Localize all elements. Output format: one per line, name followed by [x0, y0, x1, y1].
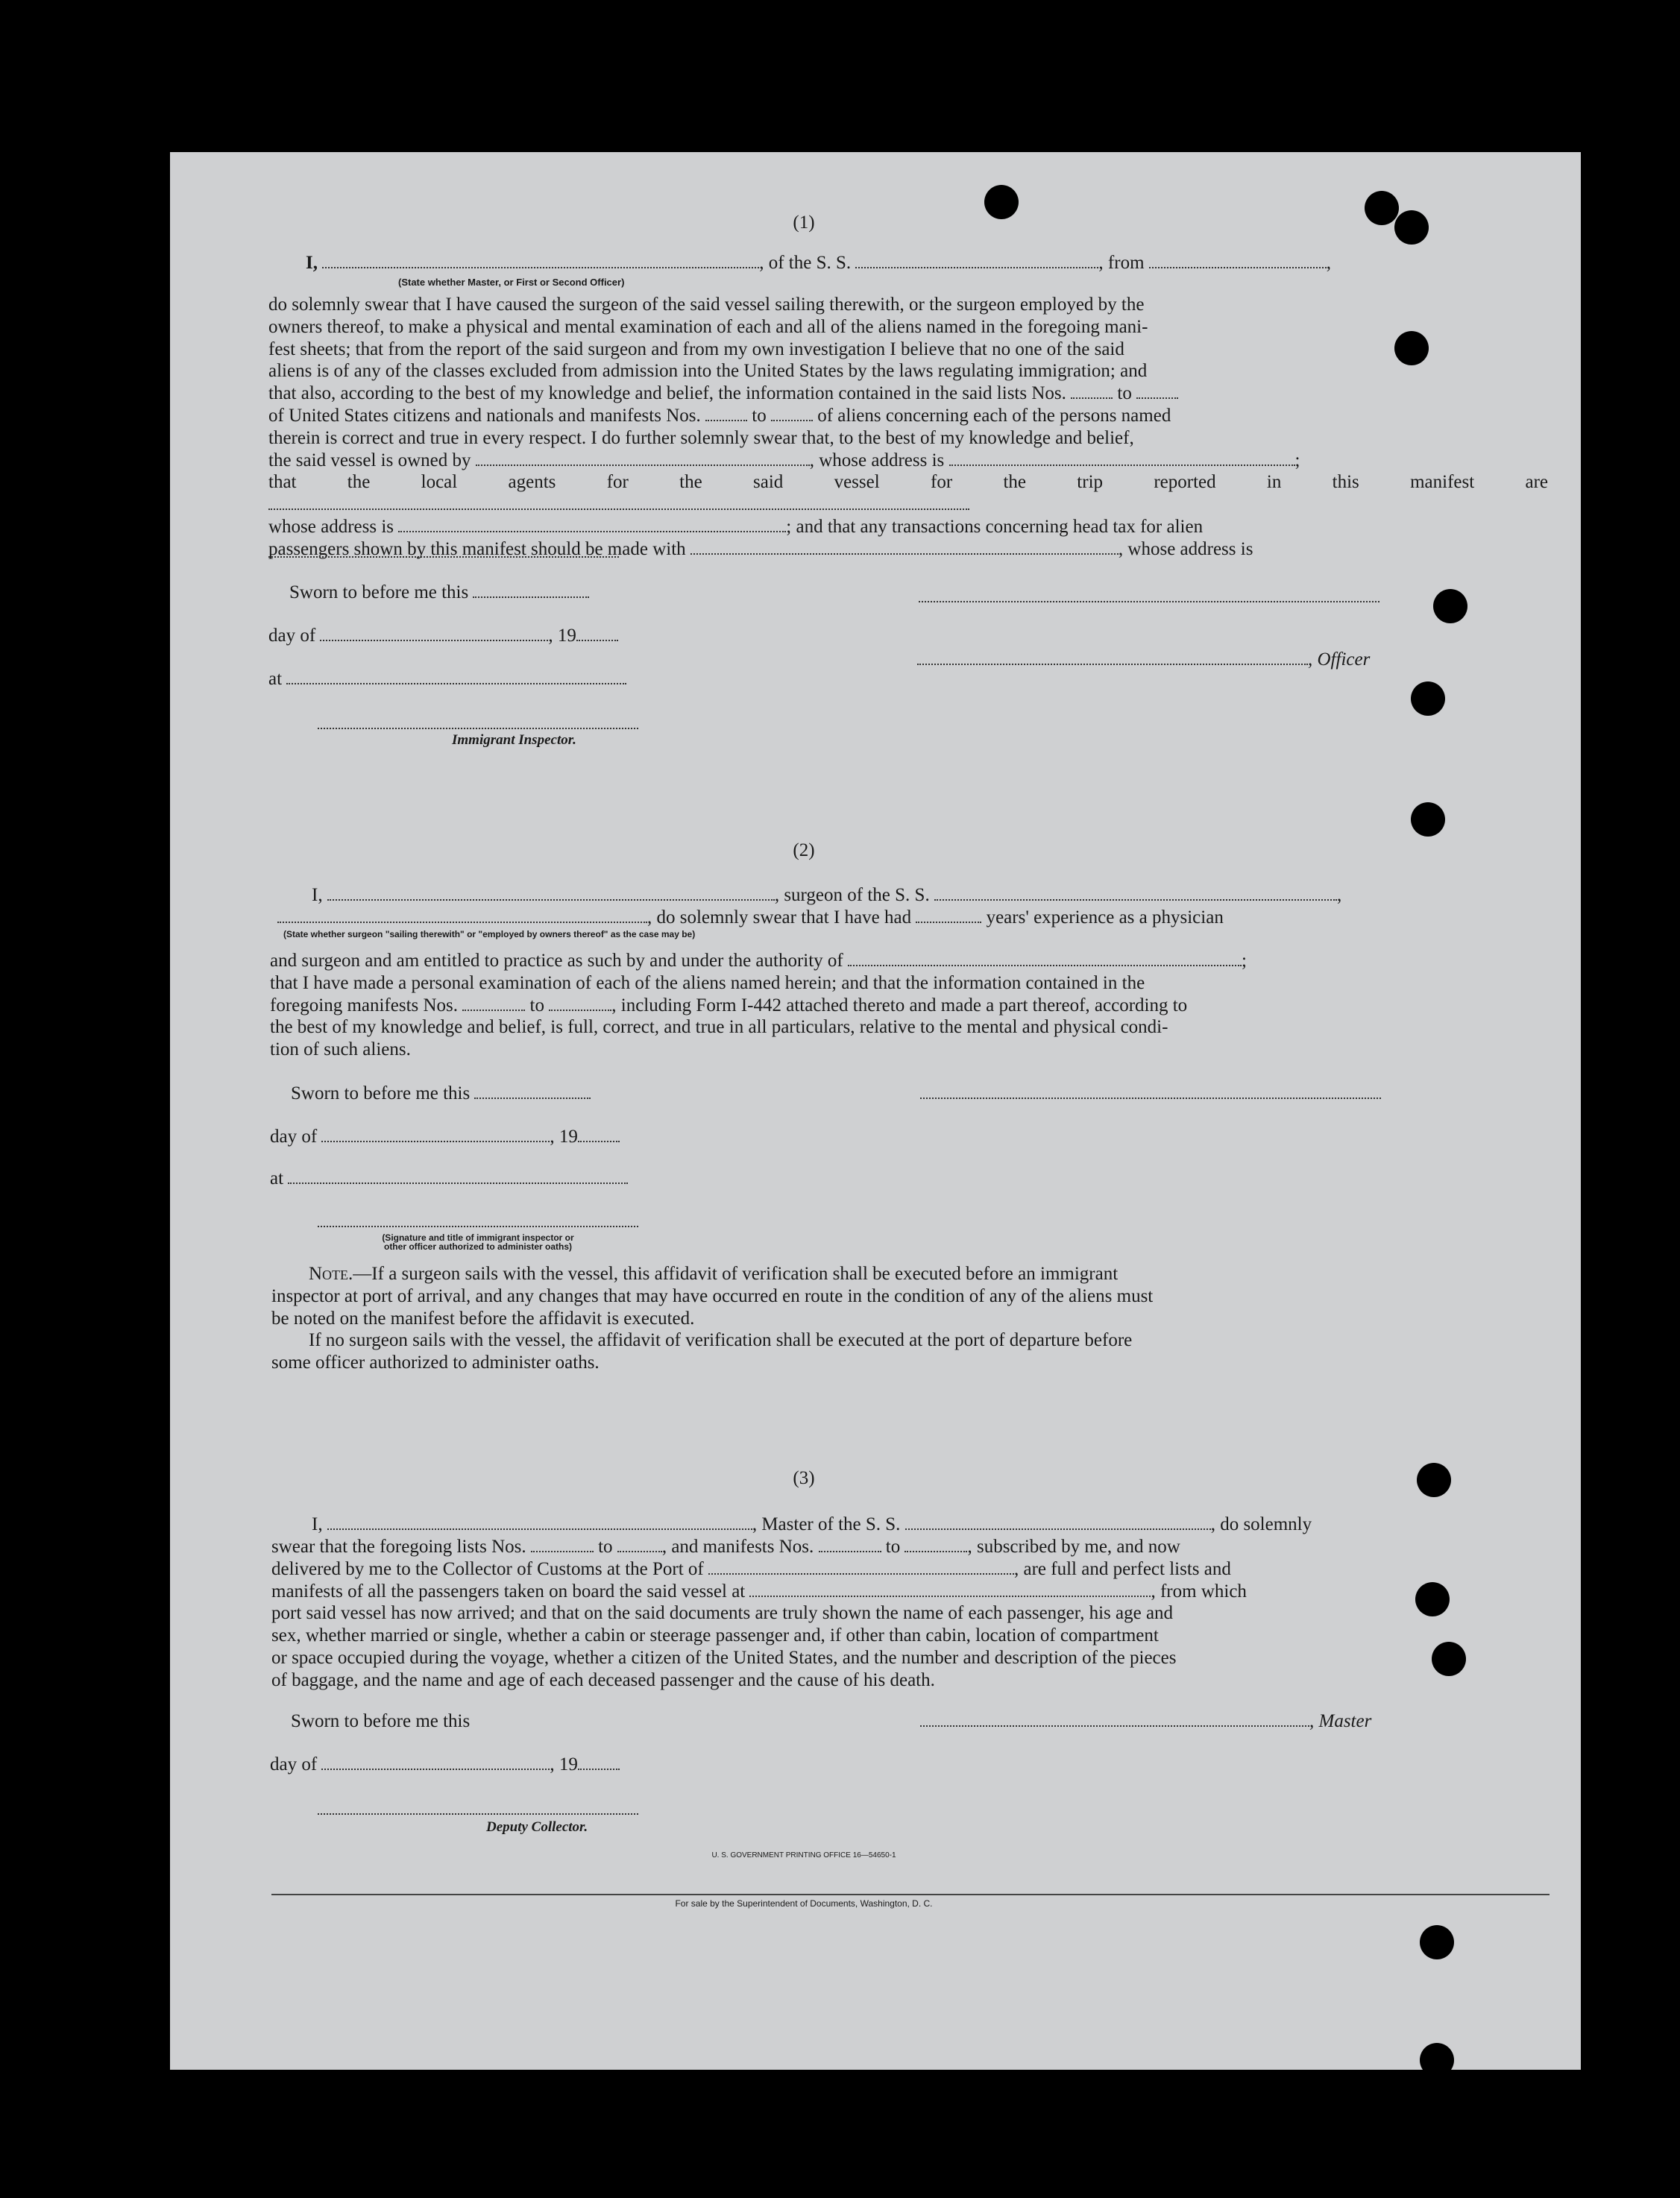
master-label: , Master: [1309, 1711, 1372, 1731]
text: , whose address is: [809, 450, 945, 470]
text: , subscribed by me, and now: [967, 1537, 1180, 1557]
intro-i: I,: [312, 1514, 323, 1534]
text: other officer authorized to administer oaths): [383, 1241, 573, 1252]
text: delivered by me to the Collector of Customs at the Port of: [271, 1558, 704, 1579]
para-line: inspector at port of arrival, and any changes that may have occurred en route in the condition of any of the aliens must: [271, 1285, 1154, 1306]
para-line: [268, 382, 1548, 405]
comma: ,: [1336, 885, 1342, 905]
punch-hole: [1417, 1463, 1451, 1497]
text: manifests of all the passengers taken on board the said vessel at: [271, 1581, 746, 1602]
boarding-port-field[interactable]: [749, 1595, 1151, 1597]
text: passengers shown by this manifest should be made with: [268, 538, 686, 559]
manifest-from-field[interactable]: [705, 419, 747, 421]
punch-hole: [1433, 589, 1467, 623]
punch-hole: [1411, 681, 1445, 716]
authority-field[interactable]: [848, 964, 1242, 966]
text: of United States citizens and nationals and manifests Nos.: [268, 405, 701, 426]
text: of aliens concerning each of the persons named: [817, 405, 1171, 426]
role-note: (State whether Master, or First or Second Officer): [398, 277, 625, 288]
immigrant-inspector-label: Immigrant Inspector.: [452, 732, 576, 748]
day-of-row-2: [270, 1126, 620, 1148]
head-tax-contact-field[interactable]: [690, 552, 1119, 555]
text: , Master of the S. S.: [752, 1514, 901, 1534]
signature-title-note: [318, 1233, 638, 1251]
text: , from which: [1151, 1581, 1247, 1602]
sworn-label: [289, 582, 589, 604]
punch-hole: [1420, 1925, 1454, 1959]
owner-address-field[interactable]: [949, 464, 1295, 466]
text: day of: [270, 1127, 318, 1147]
from-port-field[interactable]: [1149, 266, 1327, 268]
surgeon-name-field[interactable]: [327, 898, 775, 901]
text: to: [885, 1537, 901, 1557]
officer-signature-line-1[interactable]: [919, 601, 1379, 602]
citizen-list-from-field[interactable]: [1071, 397, 1113, 399]
at-place-field-2[interactable]: [288, 1182, 628, 1184]
text: years' experience as a physician: [986, 907, 1224, 928]
master-name-field[interactable]: [327, 1528, 752, 1530]
punch-hole: [1365, 191, 1399, 225]
punch-hole: [1411, 802, 1445, 837]
text: to: [529, 995, 544, 1015]
section-3-number: (3): [793, 1468, 815, 1488]
deputy-collector-label: Deputy Collector.: [486, 1819, 588, 1835]
para-line: [271, 1558, 1548, 1581]
vessel-name-field-3[interactable]: [905, 1528, 1211, 1530]
collector-signature-line[interactable]: [318, 1813, 638, 1815]
sworn-label-2: [291, 1083, 591, 1105]
para-line: If no surgeon sails with the vessel, the affidavit of verification shall be executed at the port of departure before: [309, 1330, 1133, 1351]
text: and surgeon and am entitled to practice as such by and under the authority of: [270, 951, 843, 971]
year-field-2[interactable]: [578, 1140, 620, 1142]
punch-hole: [1394, 210, 1429, 245]
master-row: [920, 1710, 1371, 1733]
text: (Signature and title of immigrant inspector or: [382, 1232, 574, 1243]
section-2-swear-line: [277, 907, 1550, 929]
text: swear that the foregoing lists Nos.: [271, 1537, 526, 1557]
surgeon-signature-line[interactable]: [920, 1098, 1381, 1099]
inspector-signature-line[interactable]: [318, 728, 638, 729]
owner-field[interactable]: [476, 464, 810, 466]
para-line: or space occupied during the voyage, whether a citizen of the United States, and the number and description of the pieces: [271, 1647, 1177, 1668]
para-line: therein is correct and true in every respect. I do further solemnly swear that, to the best of my knowledge and belief,: [268, 427, 1134, 448]
surgeon-status-note: (State whether surgeon "sailing therewith" or "employed by owners thereof" as the case may be): [283, 929, 696, 939]
at-row-2: [270, 1168, 628, 1190]
of-the-ss-label: , of the S. S.: [759, 253, 852, 273]
para-line: be noted on the manifest before the affidavit is executed.: [271, 1308, 695, 1329]
day-of-field-2[interactable]: [321, 1140, 550, 1142]
text: , 19: [550, 1754, 578, 1775]
para-line: some officer authorized to administer oaths.: [271, 1353, 600, 1373]
text: , 19: [548, 626, 576, 646]
para-line: of baggage, and the name and age of each deceased passenger and the cause of his death.: [271, 1669, 935, 1690]
text: day of: [270, 1754, 318, 1775]
text: to: [598, 1537, 613, 1557]
intro-i: I,: [312, 885, 323, 905]
day-of-row-3: [270, 1754, 620, 1776]
text: Sworn to before me this: [291, 1711, 471, 1731]
officer-name-field[interactable]: [322, 266, 759, 268]
section-1-intro-line: [306, 252, 1558, 274]
text: that also, according to the best of my knowledge and belief, the information contained in the said lists Nos.: [268, 383, 1066, 404]
agents-address-field[interactable]: [398, 530, 786, 532]
para-line: port said vessel has now arrived; and that on the said documents are truly shown the name of each passenger, his age and: [271, 1603, 1174, 1624]
para-line: [271, 1536, 1548, 1558]
text: , 19: [550, 1127, 578, 1147]
text: the said vessel is owned by: [268, 450, 471, 470]
para-line: aliens is of any of the classes excluded from admission into the United States by the laws regulating immigration; and: [268, 361, 1148, 382]
text: , including Form I-442 attached thereto and made a part thereof, according to: [611, 995, 1188, 1015]
para-line: [268, 405, 1548, 427]
text: ; and that any transactions concerning head tax for alien: [786, 516, 1204, 537]
at-place-field[interactable]: [286, 682, 626, 684]
for-sale-note: For sale by the Superintendent of Documents, Washington, D. C.: [675, 1898, 933, 1909]
section-2-note: [271, 1263, 1548, 1374]
text: Sworn to before me this: [289, 582, 469, 602]
local-agents-field[interactable]: [268, 508, 969, 510]
text: , and manifests Nos.: [661, 1537, 814, 1557]
punch-hole: [1420, 2043, 1454, 2070]
text: to: [1117, 383, 1132, 404]
section-2-paragraph: [270, 950, 1548, 1061]
citizen-list-to-field[interactable]: [1136, 397, 1178, 399]
text: —If a surgeon sails with the vessel, this affidavit of verification shall be executed before an immigrant: [353, 1264, 1119, 1284]
text: Sworn to before me this: [291, 1083, 471, 1103]
para-line: tion of such aliens.: [270, 1039, 411, 1060]
para-line: sex, whether married or single, whether a cabin or steerage passenger and, if other than cabin, location of compartment: [271, 1625, 1159, 1646]
day-of-field-3[interactable]: [321, 1768, 550, 1770]
from-label: , from: [1098, 253, 1145, 273]
intro-i: I,: [306, 253, 318, 273]
text: foregoing manifests Nos.: [270, 995, 459, 1015]
officer-row: [917, 649, 1370, 671]
text: , do solemnly: [1210, 1514, 1312, 1534]
punch-hole: [984, 185, 1019, 219]
text: , whose address is: [1118, 538, 1253, 559]
text: , do solemnly swear that I have had: [647, 907, 912, 928]
para-line: the best of my knowledge and belief, is full, correct, and true in all particulars, relative to the mental and physical condi-: [270, 1017, 1168, 1038]
lists-to-field[interactable]: [617, 1550, 662, 1552]
sworn-date-field-2[interactable]: [474, 1097, 591, 1099]
note-label: Note.: [309, 1264, 353, 1284]
years-experience-field[interactable]: [916, 921, 981, 923]
address-continuation-line[interactable]: [268, 556, 619, 558]
manifest-to-field[interactable]: [771, 419, 813, 421]
para-line: [268, 471, 1548, 516]
manifests-to-field-3[interactable]: [905, 1550, 967, 1552]
text: ;: [1294, 450, 1300, 470]
day-of-row: [268, 625, 618, 647]
manifests-from-field-3[interactable]: [819, 1550, 881, 1552]
year-field[interactable]: [576, 639, 618, 641]
para-line: [271, 1581, 1548, 1603]
section-2-number: (2): [793, 840, 815, 860]
year-field-3[interactable]: [578, 1768, 620, 1770]
footer-rule: [271, 1894, 1550, 1895]
section-2-intro-line: [312, 884, 1550, 907]
sworn-date-field[interactable]: [473, 596, 589, 598]
signature-title-line[interactable]: [318, 1226, 638, 1227]
text: , surgeon of the S. S.: [774, 885, 930, 905]
comma: ,: [1326, 253, 1332, 273]
sworn-label-3: [291, 1710, 470, 1733]
para-line: [268, 516, 1548, 538]
text: at: [268, 669, 283, 689]
printing-office-imprint: U. S. GOVERNMENT PRINTING OFFICE 16—54650-1: [711, 1851, 896, 1860]
at-row: [268, 668, 626, 690]
text: to: [752, 405, 767, 426]
manifest-form-page: [170, 152, 1581, 2070]
text: , are full and perfect lists and: [1014, 1558, 1231, 1579]
section-1-number: (1): [793, 212, 815, 233]
surgeon-status-field[interactable]: [277, 921, 647, 923]
section-3-intro-line: [312, 1514, 1550, 1536]
text: whose address is: [268, 516, 394, 537]
para-line: [271, 1263, 1548, 1285]
port-of-field[interactable]: [708, 1572, 1014, 1575]
para-line: fest sheets; that from the report of the said surgeon and from my own investigation I believe that no one of the said: [268, 338, 1124, 359]
para-line: do solemnly swear that I have caused the surgeon of the said vessel sailing therewith, or the surgeon employed by the: [268, 295, 1145, 315]
para-line: [270, 995, 1548, 1017]
officer-signature-field[interactable]: [917, 663, 1308, 665]
vessel-name-field[interactable]: [855, 266, 1098, 268]
officer-label: , Officer: [1308, 649, 1371, 670]
master-signature-field[interactable]: [920, 1725, 1309, 1727]
para-line: [268, 450, 1548, 472]
day-of-field[interactable]: [320, 639, 548, 641]
text: day of: [268, 626, 316, 646]
text: that the local agents for the said vessel for the trip reported in this manifest are: [268, 472, 1548, 493]
text: at: [270, 1168, 284, 1188]
manifest-to-field-2[interactable]: [549, 1009, 611, 1011]
para-line: and surgeon and am entitled to practice as such by and under the authority of ;: [270, 951, 1247, 971]
para-line: that I have made a personal examination of each of the aliens named herein; and that the information contained in the: [270, 972, 1145, 993]
vessel-name-field-2[interactable]: [934, 898, 1337, 901]
section-1-paragraph: [268, 294, 1548, 561]
lists-from-field[interactable]: [531, 1550, 594, 1552]
section-3-paragraph: [271, 1536, 1548, 1692]
para-line: owners thereof, to make a physical and mental examination of each and all of the aliens named in the foregoing mani-: [268, 316, 1148, 337]
manifest-from-field-2[interactable]: [462, 1009, 525, 1011]
